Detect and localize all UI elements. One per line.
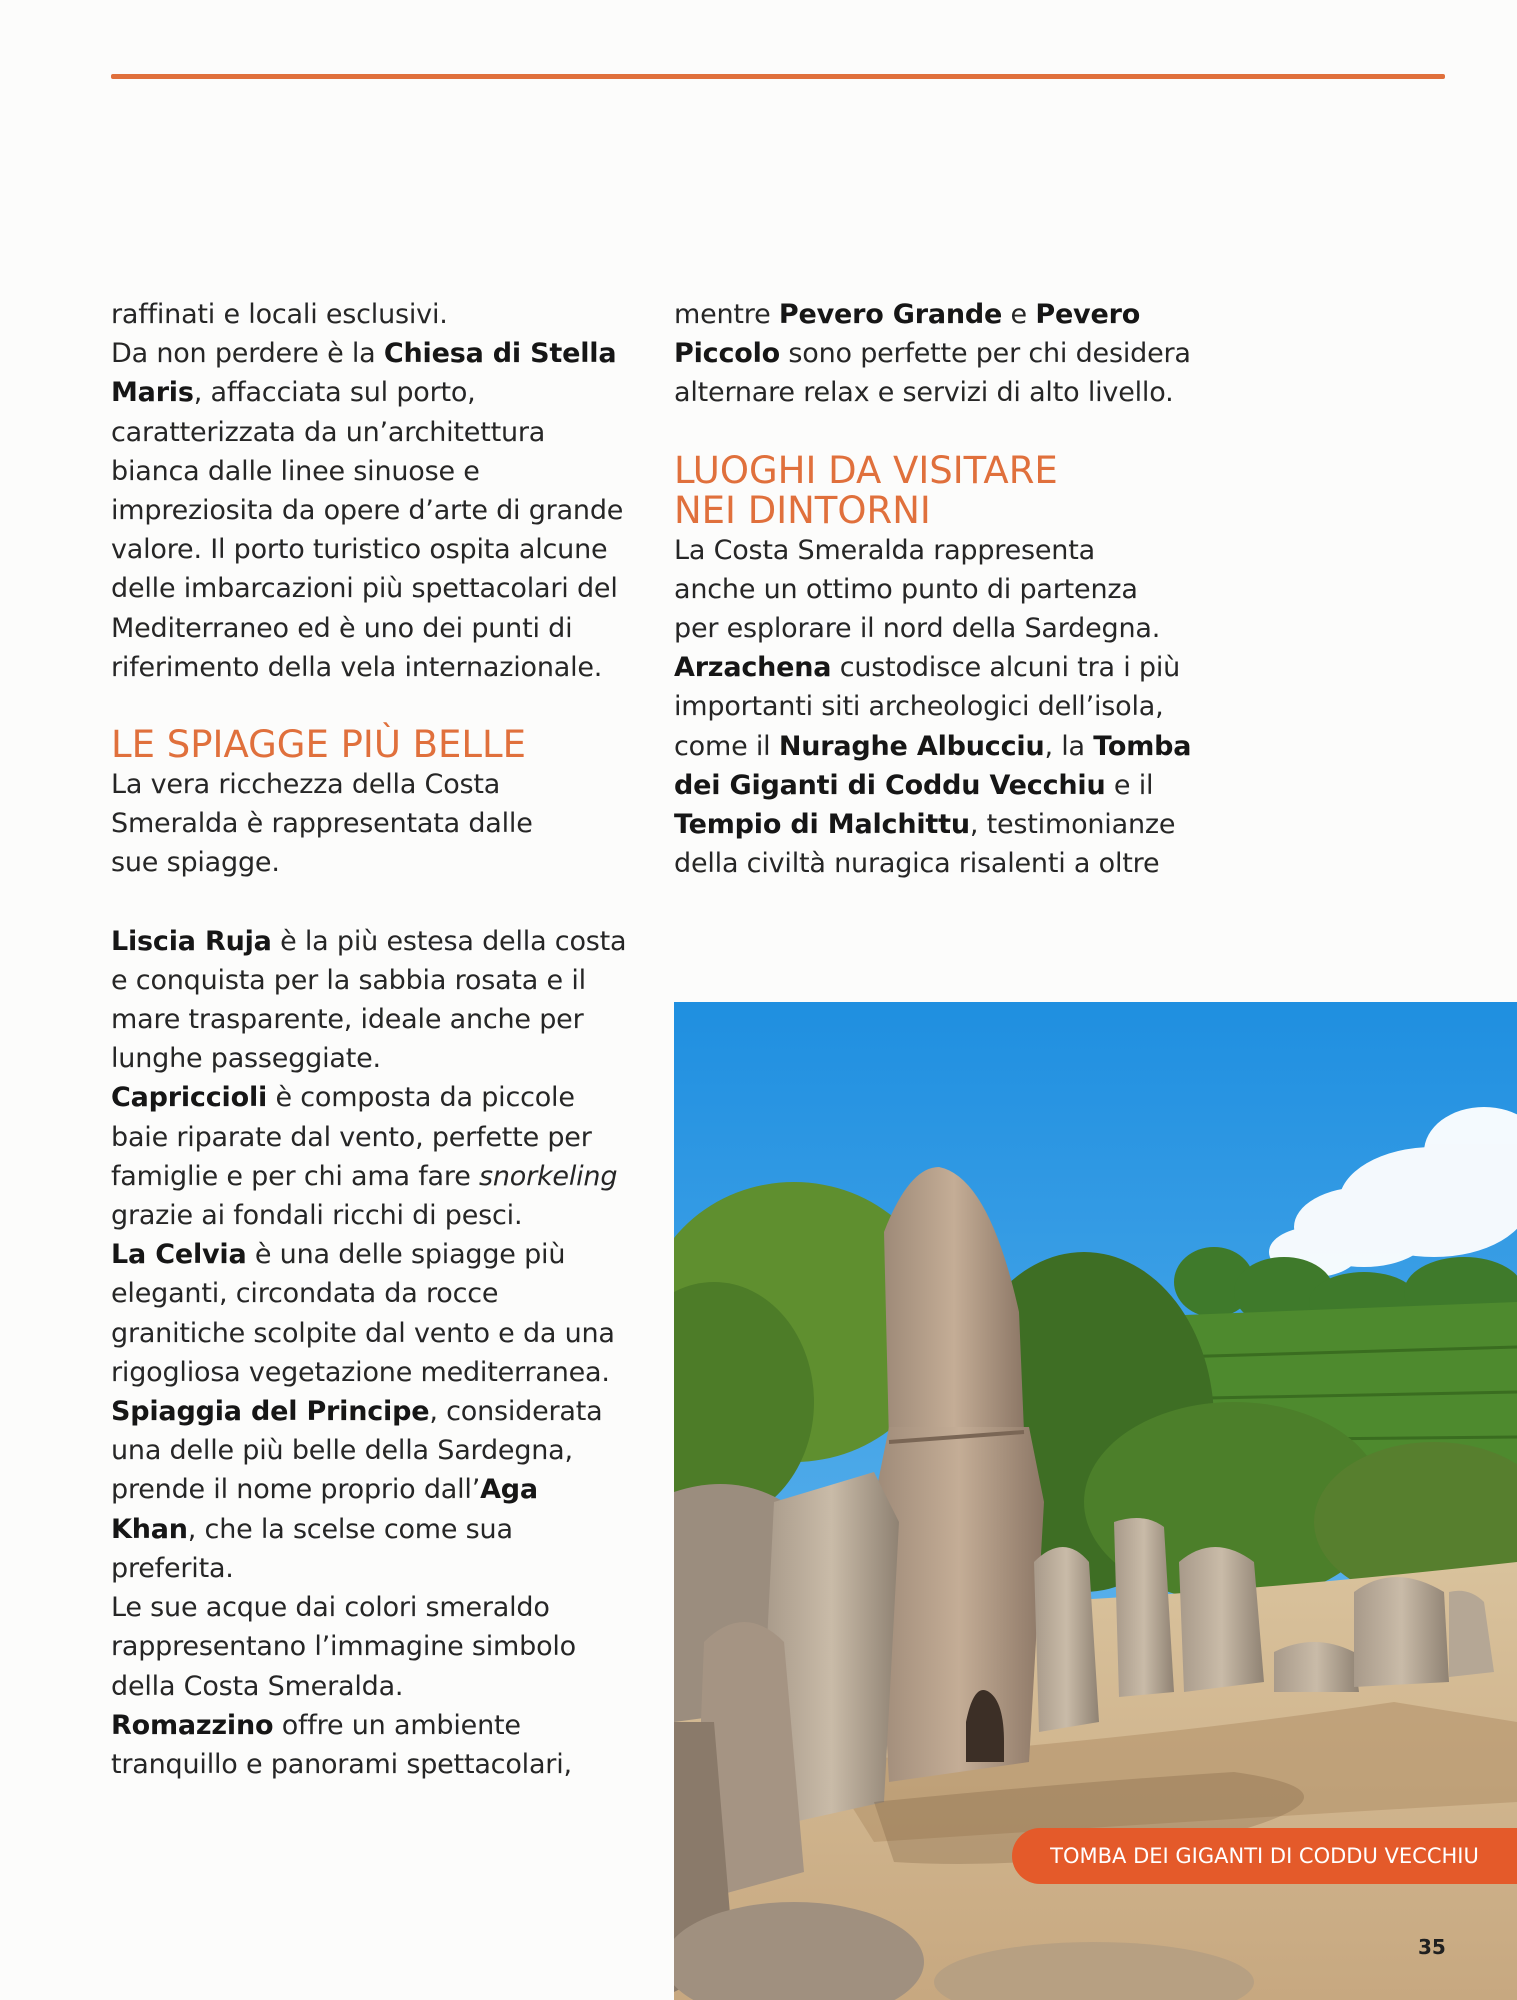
paragraph-acque: Le sue acque dai colori smeraldo rappresentano l’immagine simbolo della Costa Smeralda.	[111, 1592, 577, 1702]
paragraph-capriccioli: Capriccioli è composta da piccole baie riparate dal vento, perfette per famiglie e per chi ama fare snorkeling grazie ai fondali ricchi di pesci.	[111, 1082, 618, 1232]
page-number: 35	[1418, 1935, 1446, 1959]
paragraph-intro-end: raffinati e locali esclusivi.	[111, 299, 448, 330]
heading-spiagge: LE SPIAGGE PIÙ BELLE	[111, 723, 527, 767]
bold-nuraghe-albucciu: Nuraghe Albucciu	[778, 730, 1045, 762]
bold-tempio-malchittu: Tempio di Malchittu	[674, 809, 970, 841]
bold-tomba-giganti: Tomba dei Giganti di Coddu Vecchiu	[674, 730, 1192, 801]
heading-luoghi: LUOGHI DA VISITARE NEI DINTORNI	[674, 448, 1058, 532]
paragraph-romazzino: Romazzino offre un ambiente tranquillo e panorami spettacolari,	[111, 1709, 572, 1780]
bold-arzachena: Arzachena	[674, 652, 832, 684]
paragraph-liscia-ruja: Liscia Ruja è la più estesa della costa e conquista per la sabbia rosata e il mare trasparente, ideale anche per lunghe passeggiate.	[111, 925, 627, 1075]
bold-chiesa-stella-maris: Chiesa di Stella Maris	[111, 338, 617, 409]
photo-caption-badge: TOMBA DEI GIGANTI DI CODDU VECCHIU	[1012, 1828, 1517, 1884]
left-column	[111, 295, 631, 1784]
bold-capriccioli: Capriccioli	[111, 1082, 268, 1114]
bold-romazzino: Romazzino	[111, 1709, 274, 1741]
italic-snorkeling: snorkeling	[478, 1160, 618, 1192]
paragraph-pevero: mentre Pevero Grande e Pevero Piccolo sono perfette per chi desidera alternare relax e servizi di alto livello.	[674, 299, 1191, 409]
header-rule	[111, 74, 1445, 79]
bold-la-celvia: La Celvia	[111, 1239, 247, 1271]
paragraph-spiagge-intro: La vera ricchezza della Costa Smeralda è rappresentata dalle sue spiagge.	[111, 769, 533, 879]
bold-liscia-ruja: Liscia Ruja	[111, 925, 272, 957]
paragraph-stella-maris: Da non perdere è la Chiesa di Stella Maris, affacciata sul porto, caratterizzata da un’architettura bianca dalle linee sinuose e impreziosita da opere d’arte di grande valore. Il porto turistico ospita alcune delle imbarcazioni più spettacolari del Mediterraneo ed è uno dei punti di riferimento della vela internazionale.	[111, 338, 624, 683]
right-column	[674, 295, 1214, 883]
paragraph-punto-partenza: La Costa Smeralda rappresenta anche un ottimo punto di partenza per esplorare il nord della Sardegna.	[674, 534, 1161, 645]
paragraph-arzachena: Arzachena custodisce alcuni tra i più importanti siti archeologici dell’isola, come il Nuraghe Albucciu, la Tomba dei Giganti di Coddu Vecchiu e il Tempio di Malchittu, testimonianze della civiltà nuragica risalenti a oltre	[674, 652, 1192, 880]
bold-pevero-grande: Pevero Grande	[778, 299, 1003, 330]
bold-pevero-piccolo: Pevero Piccolo	[674, 299, 1141, 370]
bold-aga-khan: Aga Khan	[111, 1474, 538, 1545]
paragraph-spiaggia-principe: Spiaggia del Principe, considerata una delle più belle della Sardegna, prende il nome proprio dall’Aga Khan, che la scelse come sua preferita.	[111, 1396, 603, 1584]
paragraph-la-celvia: La Celvia è una delle spiagge più eleganti, circondata da rocce granitiche scolpite dal vento e da una rigogliosa vegetazione mediterranea.	[111, 1239, 615, 1388]
bold-spiaggia-principe: Spiaggia del Principe	[111, 1396, 430, 1428]
